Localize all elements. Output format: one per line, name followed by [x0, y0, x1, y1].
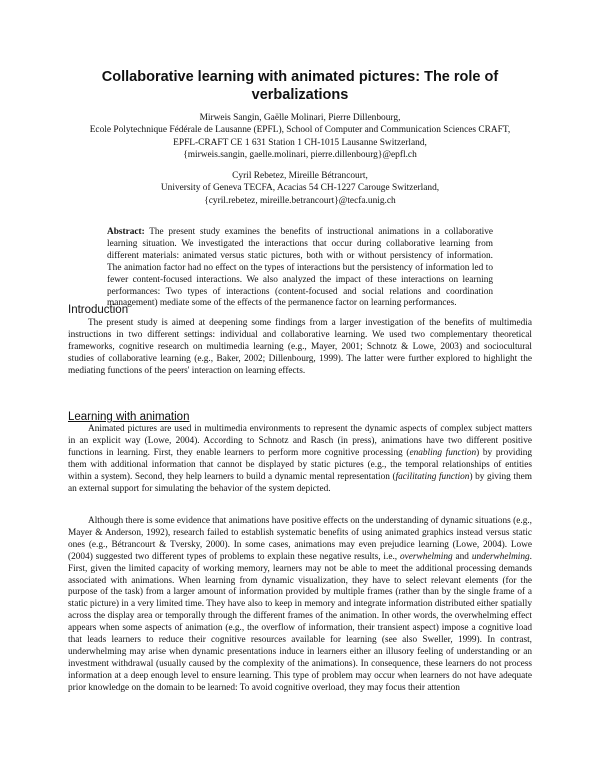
abstract-label: Abstract:	[107, 227, 145, 237]
paragraph-text: and	[452, 551, 472, 562]
emphasis-facilitating-function: facilitating function	[395, 471, 470, 482]
paragraph-text: ) by giving them an external support for simulating the behavior of the system depicted.	[68, 471, 532, 494]
paragraph-text: Although there is some evidence that animations have positive effects on the understanding of dynamic situations (e.g., Mayer & Anderson, 1992), research failed to establish systematic benefits of using animated graphics instead versus static ones (e.g., Bétrancourt & Tversky, 2000). In some cases, animations may even prejudice learning (Lowe, 2004). Lowe (2004) suggested two different types of problems to explain these negative results, i.e.,	[68, 516, 532, 562]
abstract-text: The present study examines the benefits of instructional animations in a collaborative learning situation. We investigated the interactions that occur during collaborative learning from different materials: animated versus static pictures, both with or without persistency of information. The animation factor had no effect on the types of interactions but the persistency of information led to fewer content-focused interactions. We also analyzed the impact of these interactions on learning performances: Two types of interactions (content-focused and social relations and coordination management) mediate some of the effects of the permanence factor on learning performances.	[107, 227, 494, 309]
section-heading-introduction: Introduction	[68, 304, 129, 316]
author-line: {cyril.rebetez, mireille.betrancourt}@tecfa.unig.ch	[204, 195, 396, 206]
author-block-epfl	[60, 112, 540, 161]
paper-title: Collaborative learning with animated pictures: The role of verbalizations	[101, 69, 499, 103]
author-line: Cyril Rebetez, Mireille Bétrancourt,	[232, 171, 368, 181]
emphasis-underwhelming: underwhelming	[471, 551, 530, 562]
intro-paragraph	[68, 318, 532, 378]
author-line: EPFL-CRAFT CE 1 631 Station 1 CH-1015 Lausanne Switzerland,	[173, 137, 427, 148]
abstract	[107, 227, 493, 310]
paragraph-text: . First, given the limited capacity of working memory, learners may not be able to meet the additional processing demands associated with animations. When learning from dynamic visualization, they have to select relevant elements (for the purpose of the task) from a larger amount of information provided by multiple frames (rather than by the single frame of a static picture) in a very limited time. They have also to keep in memory and integrate information distributed either spatially across the display area or temporally through the different frames of the animation. In other words, the overwhelming effect appears when some aspects of animation (e.g., the overflow of information, their transient aspect) impose a cognitive load that leads learners to reduce their cognitive resources available for learning (see also Sweller, 1999). In contrast, underwhelming may arise when dynamic presentations induce in learners either an illusory feeling of understanding or an investment withdrawal (usually caused by the complexity of the animations). In consequence, these learners do not process information at a deep enough level to ensure learning. This type of problem may occur when learners do not have adequate prior knowledge on the domain to be learned: To avoid cognitive overload, they may focus their attention	[68, 551, 532, 693]
author-line: Ecole Polytechnique Fédérale de Lausanne (EPFL), School of Computer and Communication Sciences CRAFT,	[89, 125, 511, 136]
author-line: University of Geneva TECFA, Acacias 54 CH-1227 Carouge Switzerland,	[160, 183, 440, 194]
paragraph-text: Animated pictures are used in multimedia environments to represent the dynamic aspects of complex subject matters in an explicit way (Lowe, 2004). According to Schnotz and Rasch (in press), animations have two different positive functions in learning. First, they enable learners to perform more cognitive processing (	[68, 424, 532, 458]
author-line: Mirweis Sangin, Gaëlle Molinari, Pierre Dillenbourg,	[199, 113, 401, 123]
intro-text: The present study is aimed at deepening some findings from a larger investigation of the benefits of multimedia instructions in two different settings: individual and collaborative learning. We used two complementary theoretical frameworks, cognitive research on multimedia learning (e.g., Mayer, 2001; Schnotz & Lowe, 2003) and sociocultural studies of collaborative learning (e.g., Baker, 2002; Dillenbourg, 1999). The latter were further explored to highlight the mediating functions of the peers' interaction on learning effects.	[68, 318, 532, 376]
section-heading-learning-with-animation: Learning with animation	[68, 411, 190, 423]
animation-paragraph-1	[68, 424, 532, 495]
emphasis-overwhelming: overwhelming	[399, 551, 453, 562]
animation-paragraph-2	[68, 516, 532, 695]
emphasis-enabling-function: enabling function	[409, 447, 477, 458]
author-line: {mirweis.sangin, gaelle.molinari, pierre.dillenbourg}@epfl.ch	[183, 149, 417, 160]
paragraph-text: ) by providing them with additional information that cannot be displayed by static pictures (e.g., the temporal relationships of entities within a system). Second, they help learners to build a dynamic mental representation (	[68, 447, 533, 482]
author-block-geneva	[60, 170, 540, 207]
